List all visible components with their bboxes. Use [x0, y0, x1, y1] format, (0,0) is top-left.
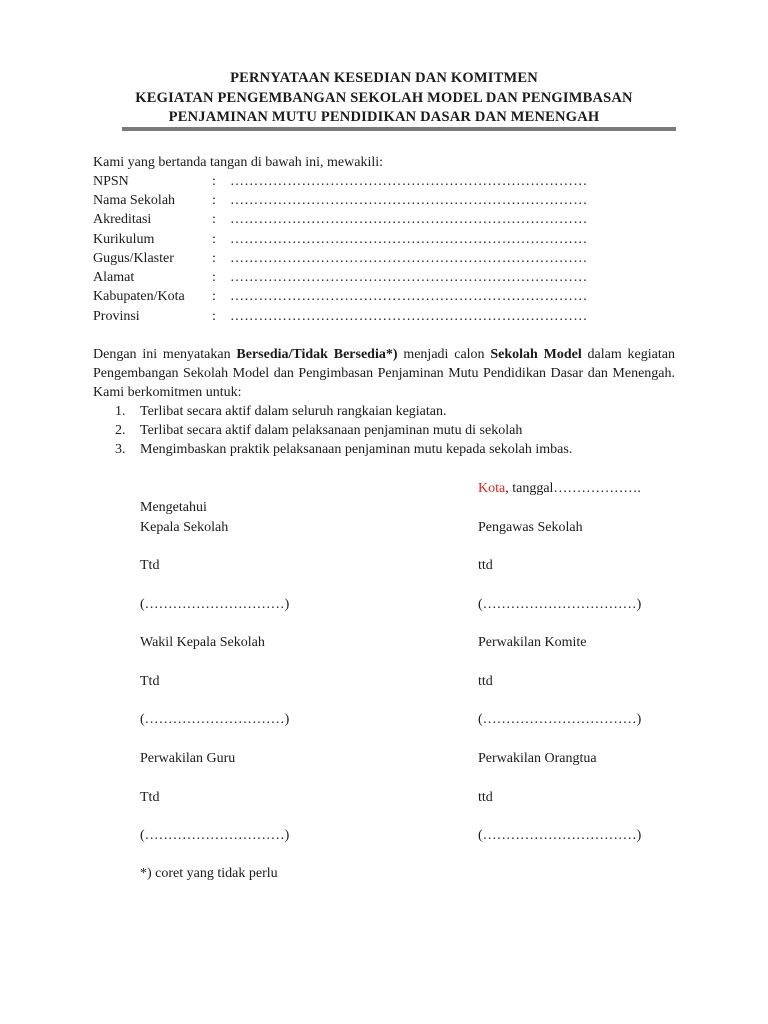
- signatory-name-field: (……………………………): [478, 712, 642, 727]
- signatory-name-field: (……………………………): [478, 597, 642, 612]
- signatory-role: Perwakilan Guru: [140, 751, 236, 766]
- field-label-npsn: NPSN: [93, 174, 129, 189]
- field-colon: :: [212, 212, 216, 227]
- statement-text-1: Dengan ini menyatakan: [93, 347, 237, 362]
- signature-placeholder: ttd: [478, 558, 493, 573]
- field-dots-alamat: …………………………………………………………………: [230, 270, 588, 285]
- field-dots-akreditasi: …………………………………………………………………: [230, 212, 588, 227]
- field-dots-kabupaten-kota: …………………………………………………………………: [230, 289, 588, 304]
- signatory-role: Perwakilan Orangtua: [478, 751, 597, 766]
- document-title-line-1: PERNYATAAN KESEDIAN DAN KOMITMEN: [230, 70, 538, 86]
- document-title-line-2: KEGIATAN PENGEMBANGAN SEKOLAH MODEL DAN PENGIMBASAN: [135, 90, 633, 106]
- list-item-number: 3.: [115, 442, 126, 457]
- field-colon: :: [212, 270, 216, 285]
- statement-paragraph: [93, 345, 675, 402]
- field-colon: :: [212, 309, 216, 324]
- intro-text: Kami yang bertanda tangan di bawah ini, mewakili:: [93, 155, 384, 170]
- signatory-name-field: (…………………………): [140, 597, 290, 612]
- statement-text-3: dalam kegiatan Pengembangan Sekolah Model dan Pengimbasan Penjaminan Mutu Pendidikan Dasar dan Menengah. Kami berkomitmen untuk:: [93, 347, 675, 400]
- field-dots-kurikulum: …………………………………………………………………: [230, 232, 588, 247]
- signature-placeholder: ttd: [478, 790, 493, 805]
- footnote: *) coret yang tidak perlu: [140, 866, 278, 881]
- field-colon: :: [212, 289, 216, 304]
- document-title-line-3: PENJAMINAN MUTU PENDIDIKAN DASAR DAN MENENGAH: [168, 109, 600, 125]
- signatory-name-field: (……………………………): [478, 828, 642, 843]
- field-colon: :: [212, 251, 216, 266]
- signatory-name-field: (…………………………): [140, 712, 290, 727]
- place-city: Kota: [478, 481, 506, 496]
- list-item-number: 1.: [115, 404, 126, 419]
- signatory-role: Kepala Sekolah: [140, 520, 229, 535]
- list-item: Mengimbaskan praktik pelaksanaan penjaminan mutu kepada sekolah imbas.: [140, 442, 573, 457]
- statement-text-2: menjadi calon: [397, 347, 491, 362]
- list-item-number: 2.: [115, 423, 126, 438]
- place-date-line: [478, 480, 641, 497]
- field-label-provinsi: Provinsi: [93, 309, 140, 324]
- field-colon: :: [212, 232, 216, 247]
- field-label-gugus-klaster: Gugus/Klaster: [93, 251, 174, 266]
- signatory-name-field: (…………………………): [140, 828, 290, 843]
- field-dots-nama-sekolah: …………………………………………………………………: [230, 193, 588, 208]
- signatory-role: Perwakilan Komite: [478, 635, 587, 650]
- signature-placeholder: ttd: [478, 674, 493, 689]
- list-item: Terlibat secara aktif dalam pelaksanaan penjaminan mutu di sekolah: [140, 423, 523, 438]
- field-dots-npsn: …………………………………………………………………: [230, 174, 588, 189]
- statement-sekolah-model: Sekolah Model: [490, 347, 582, 362]
- field-label-kurikulum: Kurikulum: [93, 232, 155, 247]
- signatory-role: Wakil Kepala Sekolah: [140, 635, 265, 650]
- signatory-role: Pengawas Sekolah: [478, 520, 583, 535]
- field-colon: :: [212, 174, 216, 189]
- field-label-akreditasi: Akreditasi: [93, 212, 152, 227]
- title-divider: [122, 127, 676, 131]
- list-item: Terlibat secara aktif dalam seluruh rangkaian kegiatan.: [140, 404, 447, 419]
- field-dots-provinsi: …………………………………………………………………: [230, 309, 588, 324]
- field-dots-gugus-klaster: …………………………………………………………………: [230, 251, 588, 266]
- mengetahui-label: Mengetahui: [140, 500, 207, 515]
- statement-choice: Bersedia/Tidak Bersedia*): [236, 347, 398, 362]
- field-label-alamat: Alamat: [93, 270, 135, 285]
- field-colon: :: [212, 193, 216, 208]
- signature-placeholder: Ttd: [140, 674, 160, 689]
- field-label-kabupaten-kota: Kabupaten/Kota: [93, 289, 185, 304]
- field-label-nama-sekolah: Nama Sekolah: [93, 193, 176, 208]
- signature-placeholder: Ttd: [140, 558, 160, 573]
- signature-placeholder: Ttd: [140, 790, 160, 805]
- date-text: , tanggal……………….: [505, 481, 641, 496]
